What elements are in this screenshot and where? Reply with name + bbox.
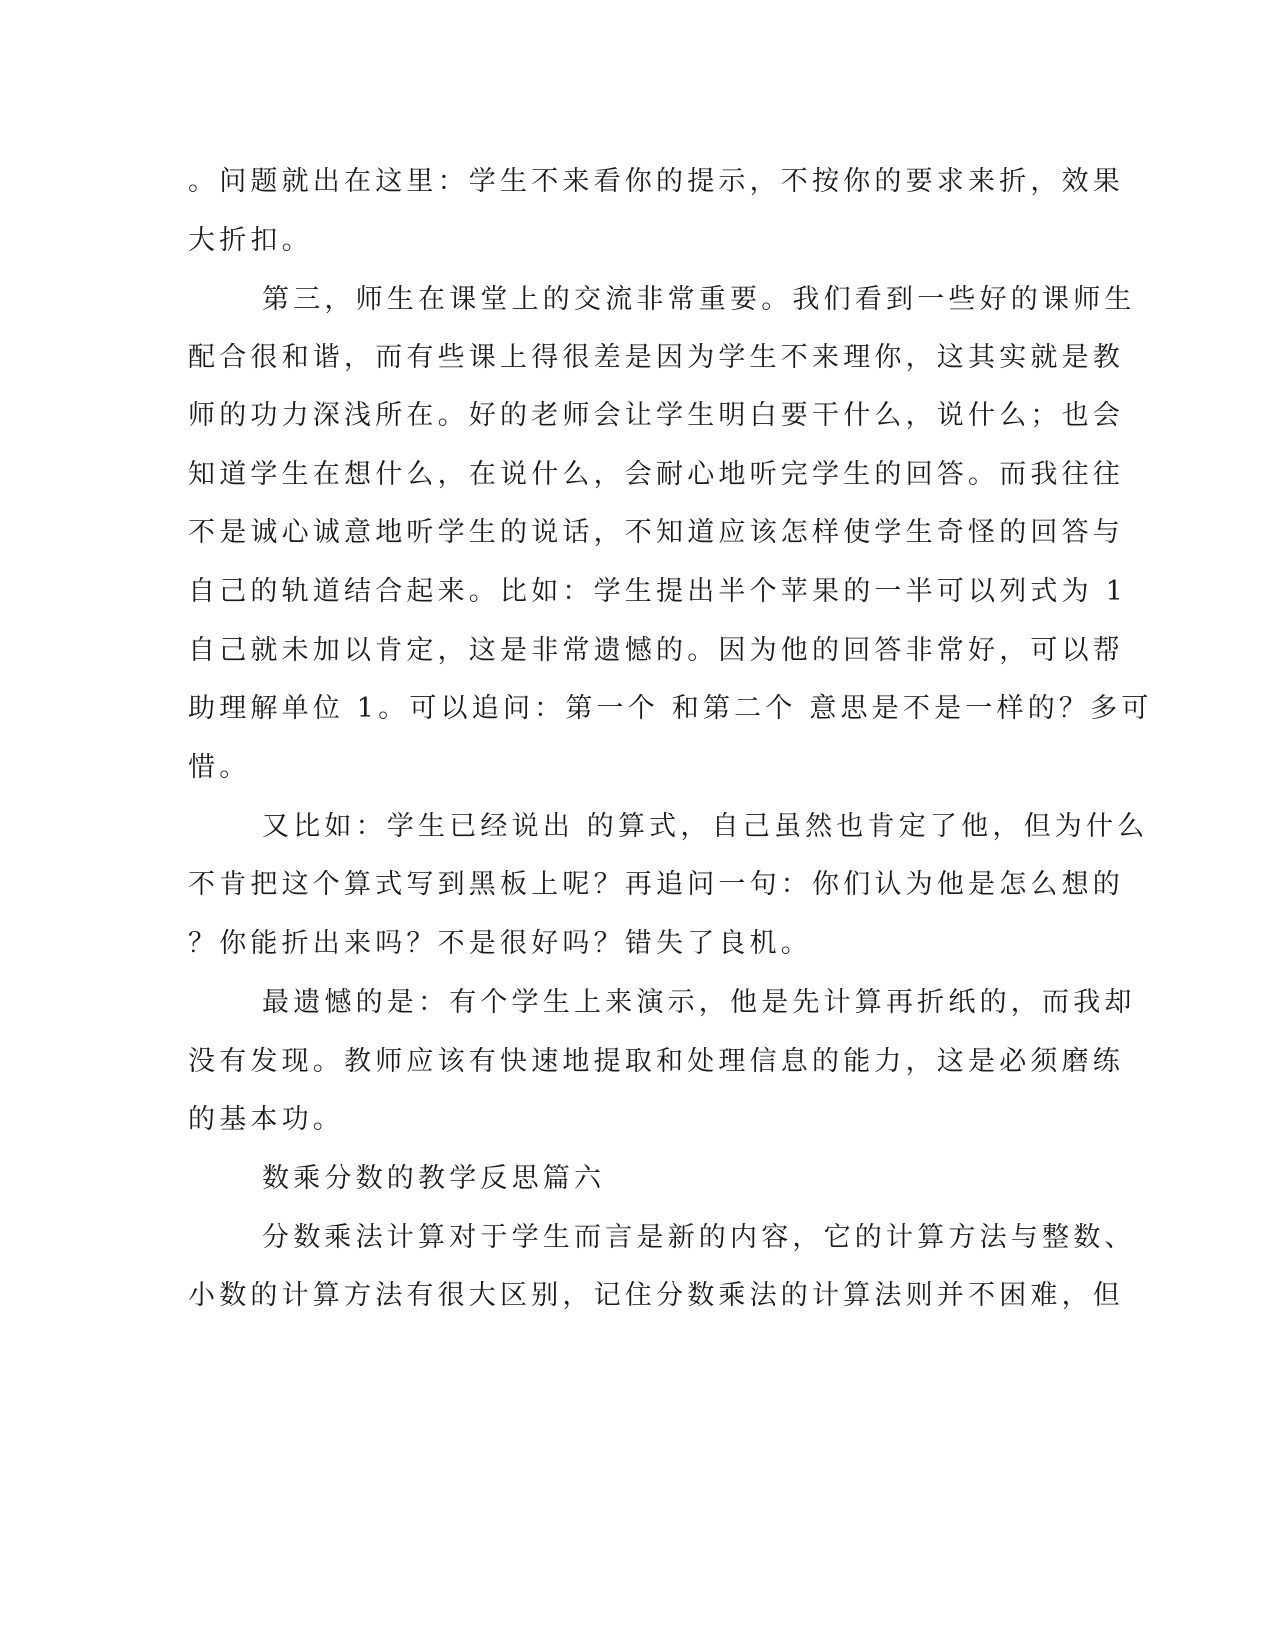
text-line: 自己就未加以肯定，这是非常遗憾的。因为他的回答非常好，可以帮 xyxy=(188,635,1124,666)
text-line: 小数的计算方法有很大区别，记住分数乘法的计算法则并不困难，但 xyxy=(188,1280,1124,1311)
text-line: ？你能折出来吗？不是很好吗？错失了良机。 xyxy=(188,928,812,959)
paragraph-start-line: 第三，师生在课堂上的交流非常重要。我们看到一些好的课师生 xyxy=(262,284,1136,315)
text-line: 的基本功。 xyxy=(188,1104,344,1135)
text-line: 不是诚心诚意地听学生的说话，不知道应该怎样使学生奇怪的回答与 xyxy=(188,517,1124,548)
text-line: 不肯把这个算式写到黑板上呢？再追问一句：你们认为他是怎么想的 xyxy=(188,869,1124,900)
text-line: 惜。 xyxy=(188,752,251,783)
paragraph-start-line: 最遗憾的是：有个学生上来演示，他是先计算再折纸的，而我却 xyxy=(262,987,1136,1018)
text-line: 配合很和谐，而有些课上得很差是因为学生不来理你，这其实就是教 xyxy=(188,342,1124,373)
paragraph-start-line: 分数乘法计算对于学生而言是新的内容，它的计算方法与整数、 xyxy=(262,1222,1136,1253)
text-line: 知道学生在想什么，在说什么，会耐心地听完学生的回答。而我往往 xyxy=(188,459,1124,490)
text-line: 自己的轨道结合起来。比如：学生提出半个苹果的一半可以列式为 1 xyxy=(188,576,1127,607)
text-line: 没有发现。教师应该有快速地提取和处理信息的能力，这是必须磨练 xyxy=(188,1046,1124,1077)
text-line: 助理解单位 1。可以追问：第一个 和第二个 意思是不是一样的？多可 xyxy=(188,693,1153,724)
section-heading: 数乘分数的教学反思篇六 xyxy=(262,1163,606,1194)
text-line: 。问题就出在这里：学生不来看你的提示，不按你的要求来折，效果 xyxy=(188,166,1124,197)
text-line: 大折扣。 xyxy=(188,225,313,256)
paragraph-start-line: 又比如：学生已经说出 的算式，自己虽然也肯定了他，但为什么 xyxy=(262,811,1149,842)
text-line: 师的功力深浅所在。好的老师会让学生明白要干什么，说什么；也会 xyxy=(188,400,1124,431)
